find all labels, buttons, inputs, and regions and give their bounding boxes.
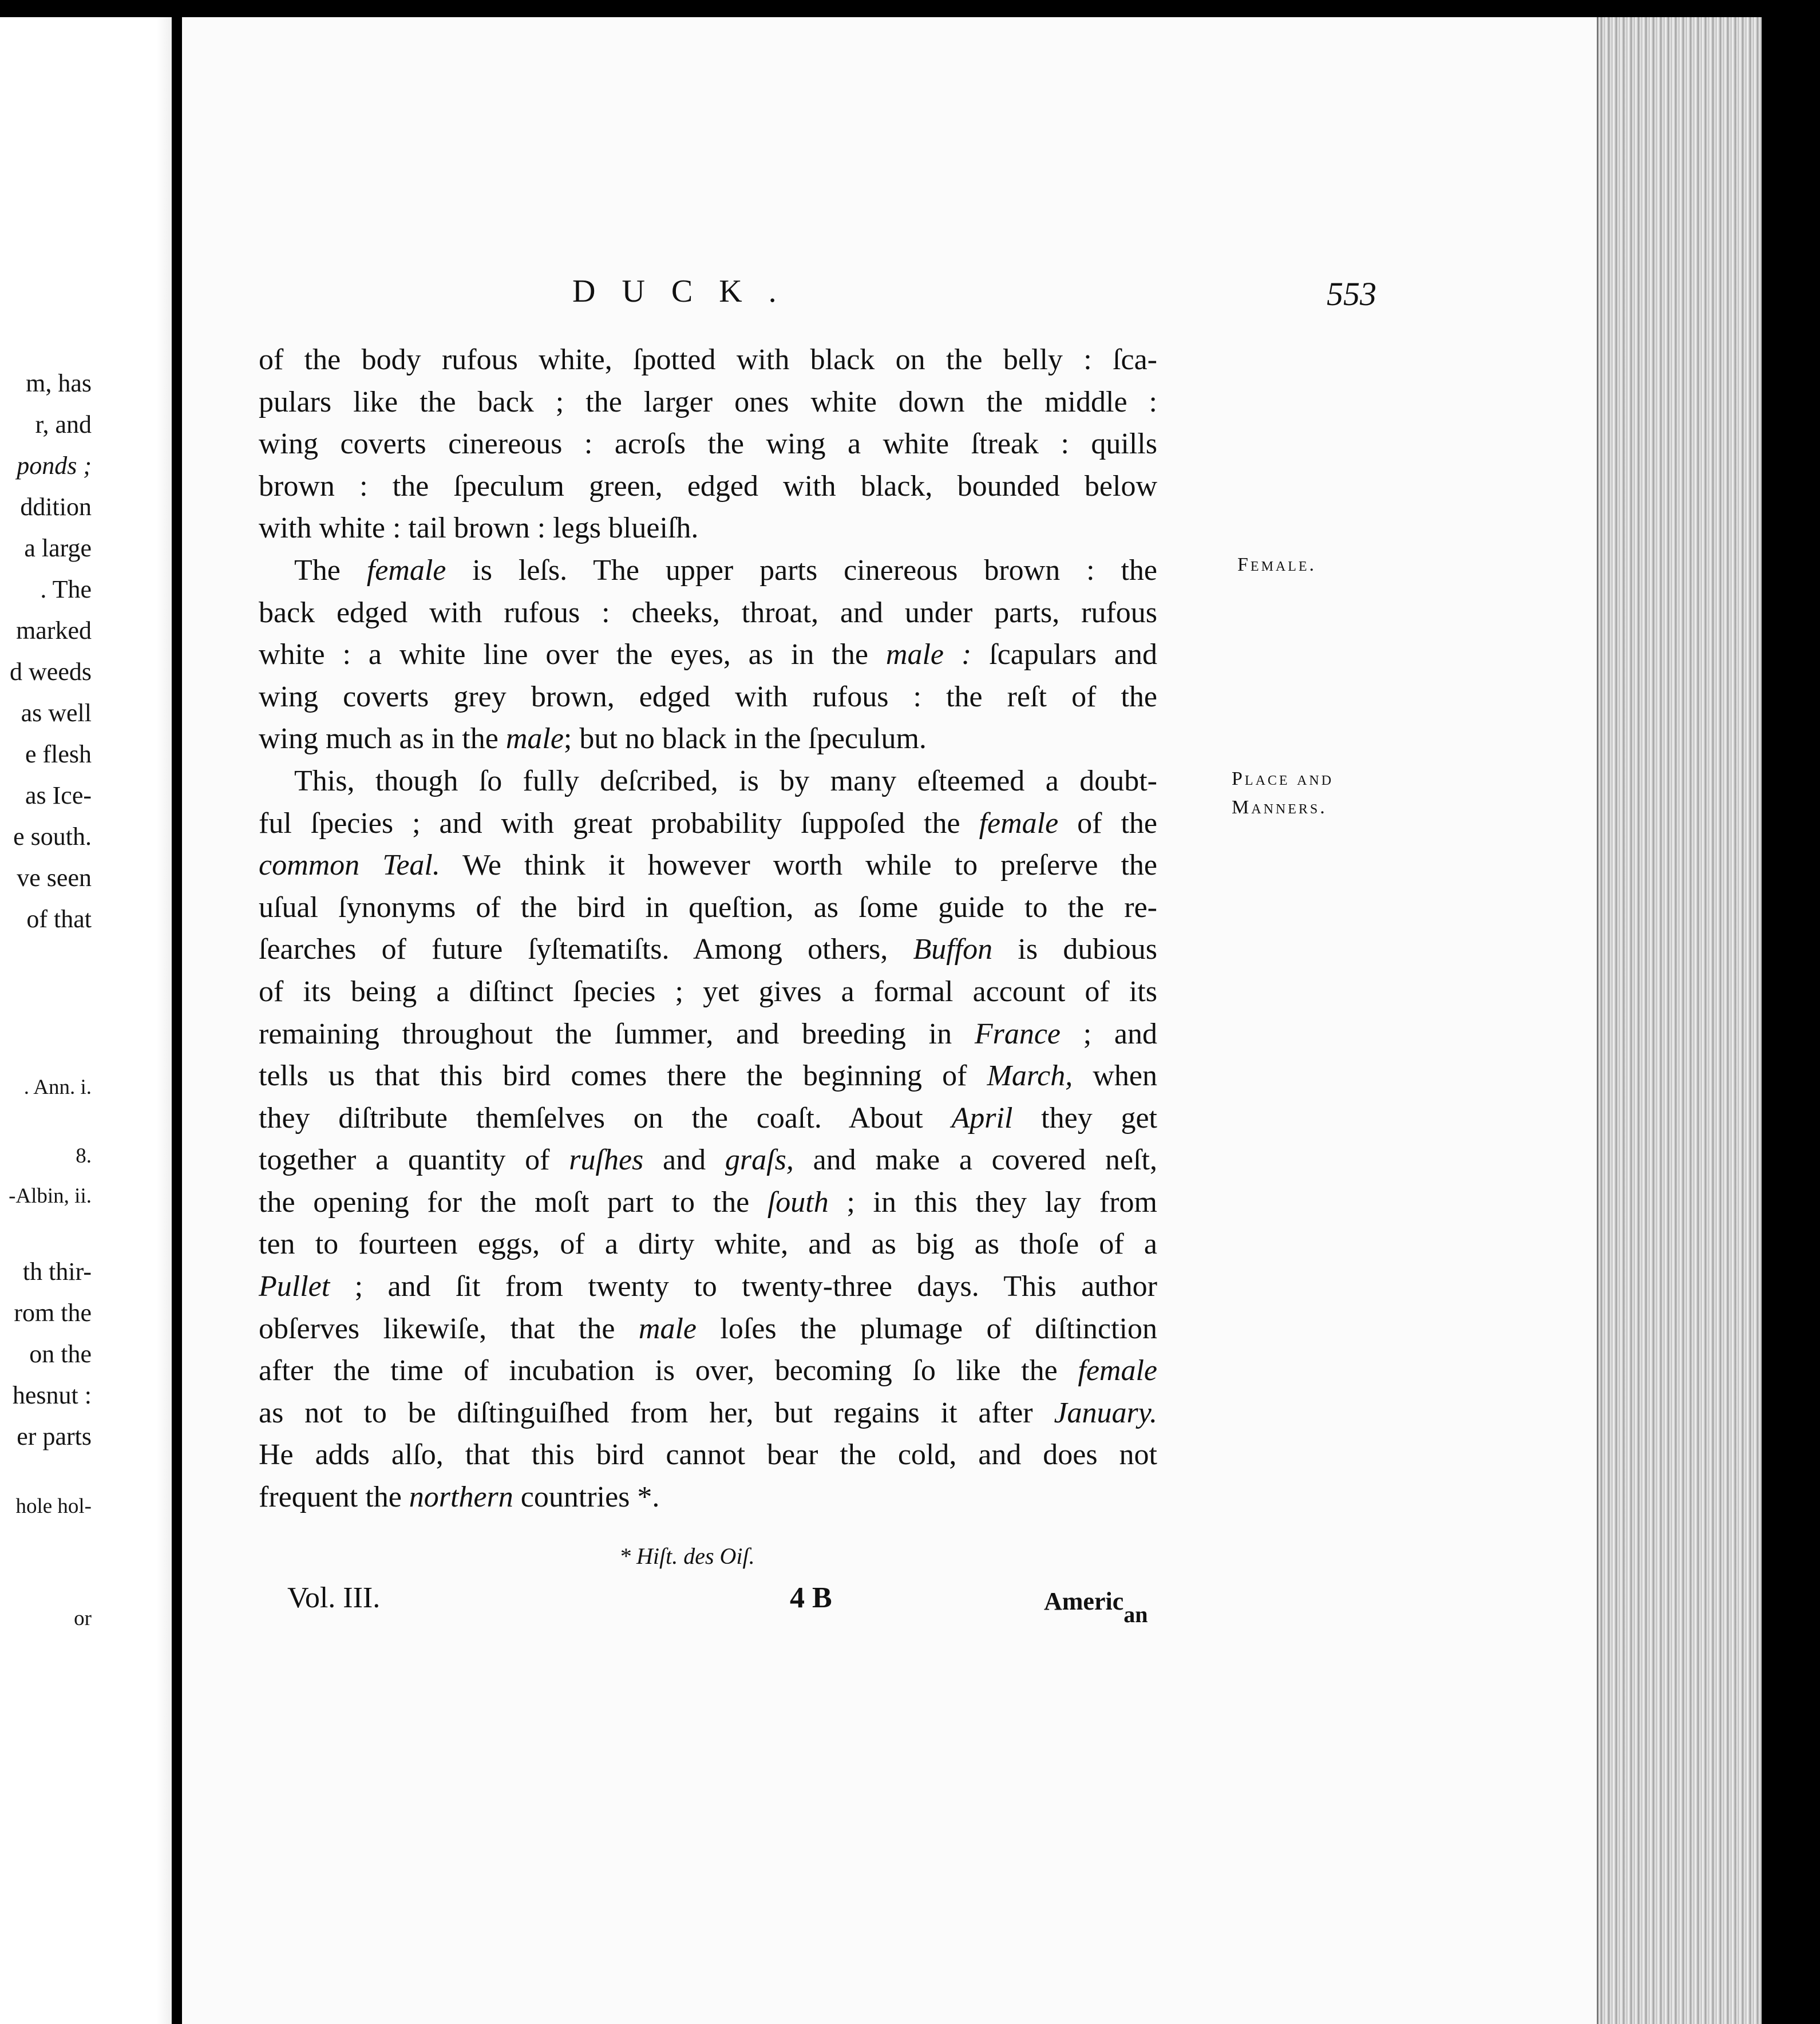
scan-right-border: [1762, 0, 1820, 2024]
text-line: brown : the ſpeculum green, edged with black, bounded below: [259, 469, 1157, 503]
italic-term: northern: [409, 1481, 513, 1514]
left-line: hesnut :: [12, 1381, 92, 1409]
left-line: e south.: [13, 823, 92, 851]
sidenote-place: Place and: [1232, 768, 1334, 789]
left-line: a large: [24, 534, 92, 562]
text-run: The: [294, 554, 367, 587]
left-page-text-block-1: [0, 363, 92, 940]
left-line: th thir-: [22, 1258, 92, 1286]
left-line: as Ice-: [25, 781, 92, 809]
text-line: wing coverts cinereous : acroſs the wing a white ſtreak : quills: [259, 428, 1157, 461]
sidenote-female: Female.: [1237, 554, 1317, 575]
left-page-refs: [0, 1053, 92, 1231]
text-line: [259, 1350, 1157, 1392]
italic-term: female: [1078, 1354, 1157, 1387]
text-line: wing coverts grey brown, edged with rufous : the reſt of the: [259, 680, 1157, 713]
text-run: when: [1073, 1060, 1157, 1093]
page-number: 553: [1327, 275, 1376, 313]
italic-term: January.: [1054, 1396, 1157, 1429]
text-line: [259, 928, 1157, 971]
left-page-text-block-2: [0, 1251, 92, 1457]
text-run: ſcapulars and: [971, 638, 1157, 671]
text-line: [259, 1476, 1157, 1519]
text-run: as not to be diſtinguiſhed from her, but regains it after: [259, 1396, 1054, 1429]
text-line: [259, 1013, 1157, 1056]
text-run: together a quantity of: [259, 1144, 569, 1177]
italic-term: graſs,: [725, 1144, 794, 1177]
running-title: DUCK.: [572, 274, 803, 309]
italic-term: female: [366, 554, 446, 587]
left-page: [0, 17, 179, 2024]
left-line: hole hol-: [15, 1495, 92, 1518]
text-line: [259, 1392, 1157, 1434]
text-run: remaining throughout the ſummer, and breeding in: [259, 1017, 975, 1050]
italic-term: ſouth: [767, 1185, 829, 1219]
italic-term: female: [979, 807, 1059, 840]
text-run: of the: [1058, 807, 1157, 840]
text-run: frequent the: [259, 1481, 409, 1514]
text-run: obſerves likewiſe, that the: [259, 1312, 639, 1345]
text-run: the opening for the moſt part to the: [259, 1185, 767, 1219]
catchword-main: Americ: [1044, 1587, 1124, 1615]
italic-term: Pullet: [259, 1270, 330, 1303]
left-line: ve seen: [17, 864, 92, 892]
left-line: d weeds: [10, 658, 92, 686]
left-ref: . Ann. i.: [23, 1076, 92, 1099]
left-line: on the: [29, 1340, 92, 1368]
italic-term: common Teal.: [259, 849, 440, 882]
left-line: e flesh: [25, 740, 92, 768]
italic-term: April: [951, 1101, 1013, 1134]
signature-mark: 4 B: [790, 1582, 832, 1614]
text-run: ; in this they lay from: [828, 1185, 1158, 1219]
left-line: r, and: [35, 410, 92, 438]
text-run: ſearches of future ſyſtematiſts. Among others,: [259, 933, 913, 966]
text-run: is dubious: [992, 933, 1157, 966]
left-line: ddition: [20, 493, 92, 521]
text-run: they diſtribute themſelves on the coaſt. About: [259, 1101, 952, 1134]
volume-mark: Vol. III.: [287, 1582, 381, 1614]
italic-term: March,: [987, 1060, 1073, 1093]
text-line: back edged with rufous : cheeks, throat, and under parts, rufous: [259, 596, 1157, 629]
text-run: they get: [1012, 1101, 1157, 1134]
text-run: wing much as in the: [259, 722, 506, 756]
text-line: [259, 1055, 1157, 1097]
text-line: uſual ſynonyms of the bird in queſtion, as ſome guide to the re-: [259, 891, 1157, 924]
italic-term: ruſhes: [569, 1144, 644, 1177]
text-line: [259, 718, 1157, 760]
text-line: [259, 1139, 1157, 1181]
text-run: countries *.: [513, 1481, 660, 1514]
italic-term: male: [638, 1312, 697, 1345]
text-line: ten to fourteen eggs, of a dirty white, and as big as thoſe of a: [259, 1228, 1157, 1261]
left-line: . The: [40, 575, 92, 603]
text-line: [259, 550, 1157, 592]
text-line: of its being a diſtinct ſpecies ; yet gives a formal account of its: [259, 975, 1157, 1008]
text-run: and: [643, 1144, 725, 1177]
left-line: m, has: [26, 369, 92, 397]
text-line: pulars like the back ; the larger ones white down the middle :: [259, 385, 1157, 418]
catchword: [1044, 1587, 1148, 1627]
catchword-sub: an: [1123, 1602, 1148, 1627]
left-line: er parts: [17, 1422, 92, 1450]
text-line: [259, 1266, 1157, 1308]
left-page-catchword: [0, 1598, 92, 1639]
left-line: of that: [26, 905, 92, 933]
text-line: [259, 844, 1157, 887]
text-run: ; and ſit from twenty to twenty-three days. This author: [330, 1270, 1157, 1303]
text-run: loſes the plumage of diſtinction: [696, 1312, 1158, 1345]
left-ref: 8.: [76, 1144, 92, 1168]
text-line: [259, 634, 1157, 676]
left-line: marked: [16, 616, 92, 645]
left-catchword: or: [74, 1607, 92, 1630]
text-line: of the body rufous white, ſpotted with black on the belly : ſca-: [259, 343, 1157, 376]
text-run: tells us that this bird comes there the beginning of: [259, 1060, 987, 1093]
text-line: He adds alſo, that this bird cannot bear the cold, and does not: [259, 1438, 1157, 1472]
text-line: [259, 803, 1157, 845]
text-run: ; but no black in the ſpeculum.: [563, 722, 927, 756]
text-line: with white : tail brown : legs blueiſh.: [259, 512, 699, 545]
text-run: We think it however worth while to preſerve the: [440, 849, 1158, 882]
left-ref: -Albin, ii.: [9, 1184, 92, 1208]
italic-term: Buffon: [913, 933, 993, 966]
text-line: [259, 1097, 1157, 1140]
left-line: as well: [21, 699, 92, 727]
sidenote-manners: Manners.: [1232, 797, 1327, 818]
text-run: and make a covered neſt,: [793, 1144, 1157, 1177]
text-run: ; and: [1061, 1017, 1157, 1050]
text-run: after the time of incubation is over, becoming ſo like the: [259, 1354, 1078, 1387]
text-line: This, though ſo fully deſcribed, is by many eſteemed a doubt-: [294, 764, 1157, 797]
scan-top-border: [0, 0, 1820, 17]
left-line: rom the: [14, 1299, 92, 1327]
text-run: is leſs. The upper parts cinereous brown : the: [446, 554, 1158, 587]
text-run: white : a white line over the eyes, as in the: [259, 638, 886, 671]
text-line: [259, 1181, 1157, 1224]
footnote: * Hiſt. des Oiſ.: [619, 1543, 755, 1569]
text-run: ful ſpecies ; and with great probability ſuppoſed the: [259, 807, 979, 840]
italic-term: France: [974, 1017, 1061, 1050]
left-line: ponds ;: [17, 452, 92, 480]
text-line: [259, 1308, 1157, 1350]
left-page-tail: [0, 1486, 92, 1527]
italic-term: male :: [885, 638, 972, 671]
body-text: [259, 339, 1157, 1519]
italic-term: male: [505, 722, 564, 756]
